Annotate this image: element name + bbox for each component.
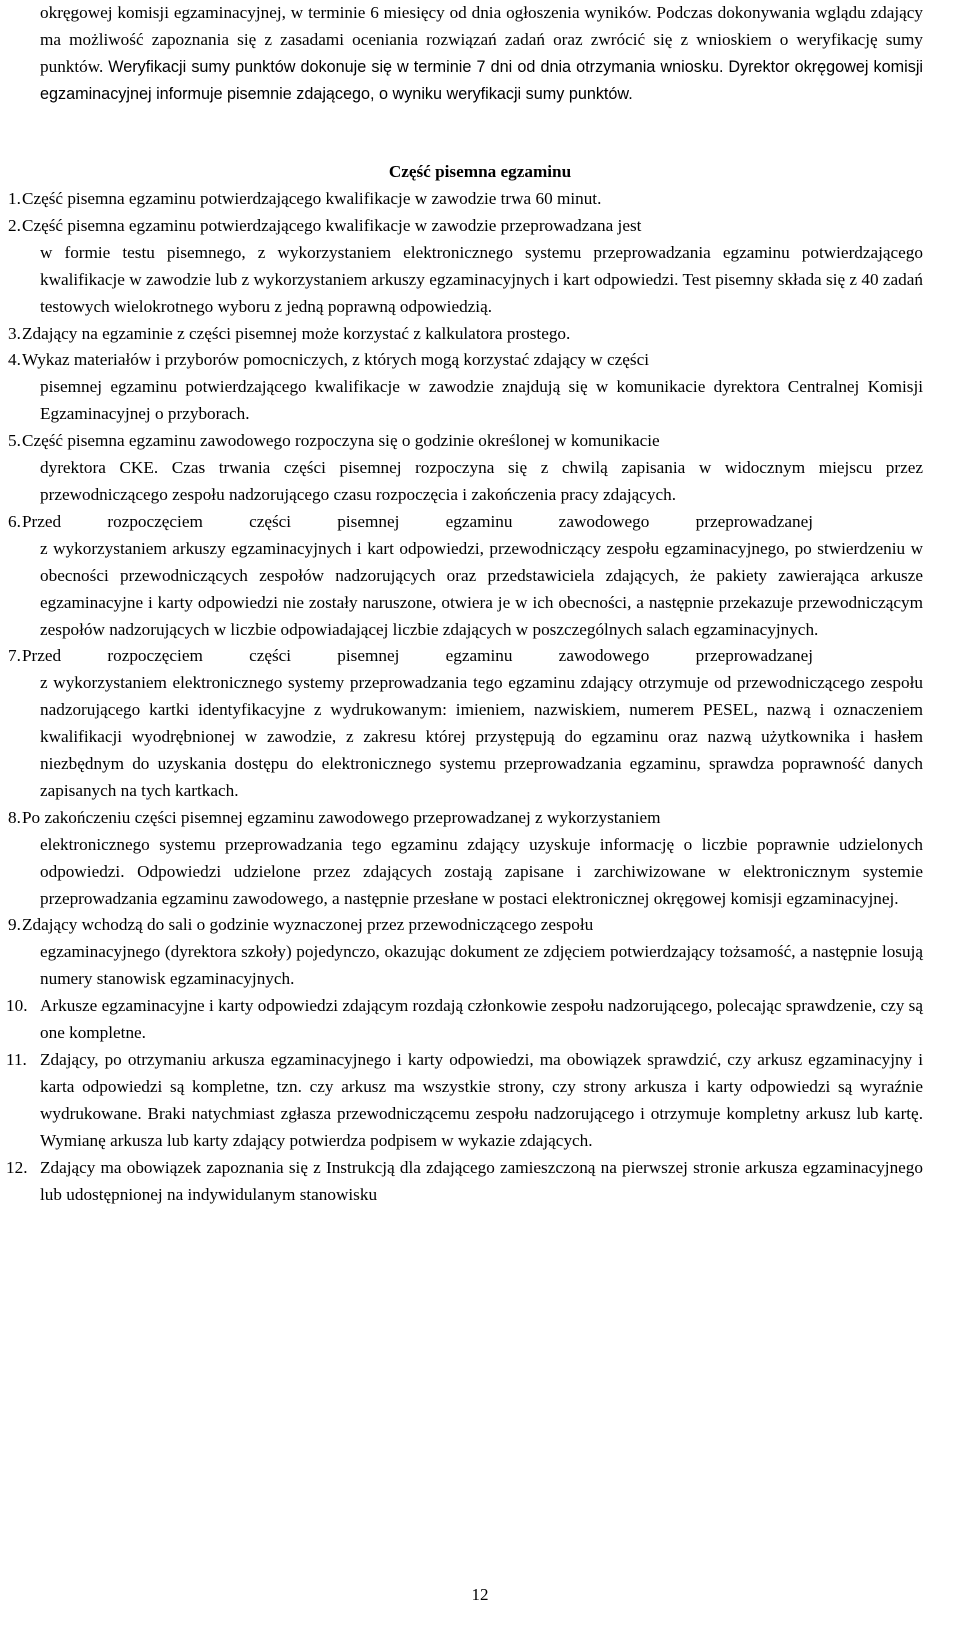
list-item	[0, 509, 923, 644]
list-item-number: 2.	[8, 215, 21, 235]
list-item	[0, 993, 923, 1047]
list-item	[0, 213, 923, 321]
list-item-number: 12.	[6, 1157, 28, 1177]
intro-paragraph	[40, 0, 923, 108]
list-item	[0, 321, 923, 348]
rules-list	[0, 186, 960, 1208]
list-item-text: pisemnej egzaminu potwierdzającego kwalifikacje w zawodzie znajdują się w komunikacie dyrektora Centralnej Komisji Egzaminacyjnej o przyborach.	[40, 377, 923, 424]
intro-line-5: pisemnie zdającego, o wyniku weryfikacji sumy punktów.	[226, 84, 633, 103]
intro-line-2: dokonywania wglądu zdający ma możliwość zapoznania się z zasadami oceniania rozwiązań zadań	[40, 3, 923, 49]
page-number: 12	[471, 1585, 489, 1604]
list-item	[0, 347, 923, 428]
list-item	[0, 1047, 923, 1155]
list-item-first-line: Część pisemna egzaminu potwierdzającego kwalifikacje w zawodzie przeprowadzana jest	[22, 215, 642, 235]
list-item-number: 10.	[6, 996, 28, 1016]
list-item-number: 11.	[6, 1050, 27, 1069]
intro-line-4: w terminie 7 dni od dnia otrzymania wniosku.	[396, 57, 724, 76]
list-item-text: Zdający ma obowiązek zapoznania się z Instrukcją dla zdającego zamieszczoną na pierwszej stronie arkusza egzaminacyjnego lub udostępnionej na indywidulanym stanowisku	[40, 1157, 923, 1204]
list-item-text: egzaminacyjnego (dyrektora szkoły) pojedynczo, okazując dokument ze zdjęciem potwierdzający tożsamość, a następnie losują numery stanowisk egzaminacyjnych.	[40, 942, 923, 989]
list-item-text: z wykorzystaniem arkuszy egzaminacyjnych i kart odpowiedzi, przewodniczący zespołu egzaminacyjnego, po stwierdzeniu w obecności przewodniczących zespołów nadzorujących oraz przedstawiciela zdających, że pakiety zawierająca arkusze egzaminacyjne i karty odpowiedzi nie zostały naruszone, otwiera je w ich obecności, a następnie przekazuje przewodniczącym zespołów nadzorujących w liczbie odpowiadającej liczbie zdających w poszczególnych salach egzaminacyjnych.	[40, 538, 923, 639]
list-item-text: z wykorzystaniem elektronicznego systemy przeprowadzania tego egzaminu zdający otrzymuje od przewodniczącego zespołu nadzorującego kartki identyfikacyjne z wydrukowanym: imieniem, nazwiskiem, numerem PESEL, nazwą i oznaczeniem kwalifikacji wyodrębnionej w zawodzie, z zakresu której przystępują do egzaminu oraz nazwą użytkownika i hasłem niezbędnym do uzyskania dostępu do elektronicznego systemu przeprowadzania egzaminu, sprawdza poprawność danych zapisanych na tych kartkach.	[40, 673, 923, 800]
list-item	[0, 805, 923, 913]
intro-line-1: okręgowej komisji egzaminacyjnej, w terminie 6 miesięcy od dnia ogłoszenia wyników. Podczas	[40, 3, 713, 22]
list-item	[0, 912, 923, 993]
intro-line-3: oraz zwrócić się z wnioskiem o weryfikację sumy punktów.	[40, 29, 923, 76]
list-item-number: 1.	[8, 189, 21, 208]
list-item	[0, 428, 923, 509]
list-item-number: 5.	[8, 431, 21, 451]
list-item-first-line: Przed rozpoczęciem części pisemnej egzaminu zawodowego przeprowadzanej	[22, 511, 813, 531]
list-item	[0, 1155, 923, 1209]
list-item-first-line: Wykaz materiałów i przyborów pomocniczych, z których mogą korzystać zdający w części	[22, 350, 649, 370]
list-item-first-line: Przed rozpoczęciem części pisemnej egzaminu zawodowego przeprowadzanej	[22, 646, 813, 666]
intro-line-4b: Dyrektor okręgowej komisji egzaminacyjnej informuje	[40, 57, 924, 103]
list-item-number: 6.	[8, 511, 21, 531]
list-item-text: Zdający, po otrzymaniu arkusza egzaminacyjnego i karty odpowiedzi, ma obowiązek sprawdzić, czy arkusz egzaminacyjny i karta odpowiedzi są kompletne, tzn. czy arkusz ma wszystkie strony, czy strony arkusza i karty odpowiedzi są wyraźnie wydrukowane. Braki natychmiast zgłasza przewodniczącemu zespołu nadzorującego i otrzymuje kompletny arkusz lub kartę. Wymianę arkusza lub karty zdający potwierdza podpisem w wykazie zdających.	[40, 1050, 923, 1150]
list-item-first-line: Zdający na egzaminie z części pisemnej może korzystać z kalkulatora prostego.	[22, 323, 571, 343]
intro-line-3b: Weryfikacji sumy punktów dokonuje się	[108, 57, 393, 76]
list-item-number: 4.	[8, 350, 21, 370]
list-item-first-line: Część pisemna egzaminu potwierdzającego kwalifikacje w zawodzie trwa 60 minut.	[22, 189, 602, 208]
list-item-text: w formie testu pisemnego, z wykorzystaniem elektronicznego systemu przeprowadzania egzaminu potwierdzającego kwalifikacje w zawodzie lub z wykorzystaniem arkuszy egzaminacyjnych i kart odpowiedzi. Test pisemny składa się z 40 zadań testowych wielokrotnego wyboru z jedną poprawną odpowiedzią.	[40, 242, 923, 316]
list-item-number: 8.	[8, 807, 21, 827]
list-item	[0, 186, 923, 213]
list-item-first-line: Zdający wchodzą do sali o godzinie wyznaczonej przez przewodniczącego zespołu	[22, 915, 594, 935]
list-item-number: 3.	[8, 323, 21, 343]
list-item-text: elektronicznego systemu przeprowadzania tego egzaminu zdający uzyskuje informację o liczbie poprawnie udzielonych odpowiedzi. Odpowiedzi udzielone przez zdających zostają zapisane i zarchiwizowane w elektronicznym systemie przeprowadzania egzaminu zawodowego, a następnie przesłane w postaci elektronicznej okręgowej komisji egzaminacyjnej.	[40, 834, 923, 908]
list-item-first-line: Część pisemna egzaminu zawodowego rozpoczyna się o godzinie określonej w komunikacie	[22, 431, 660, 451]
section-title: Część pisemna egzaminu	[388, 162, 572, 181]
list-item-number: 7.	[8, 646, 21, 666]
list-item	[0, 643, 923, 804]
list-item-number: 9.	[8, 915, 21, 935]
list-item-text: Arkusze egzaminacyjne i karty odpowiedzi zdającym rozdają członkowie zespołu nadzorującego, polecając sprawdzenie, czy są one kompletne.	[40, 996, 923, 1043]
list-item-first-line: Po zakończeniu części pisemnej egzaminu zawodowego przeprowadzanej z wykorzystaniem	[22, 807, 661, 827]
list-item-text: dyrektora CKE. Czas trwania części pisemnej rozpoczyna się z chwilą zapisania w widocznym miejscu przez przewodniczącego zespołu nadzorującego czasu rozpoczęcia i zakończenia pracy zdających.	[40, 458, 923, 504]
